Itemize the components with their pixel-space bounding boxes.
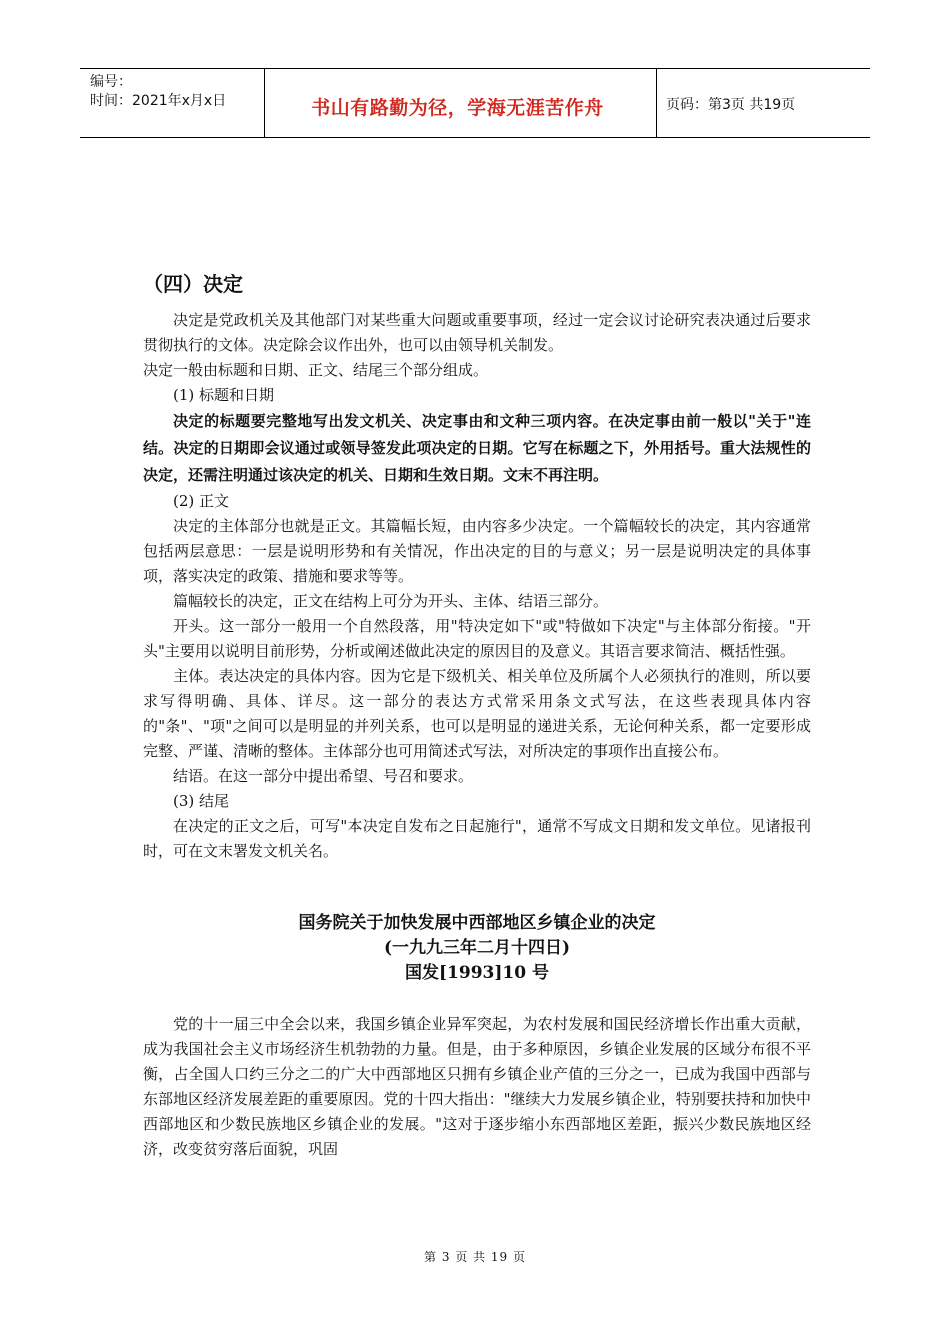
paragraph: 结语。在这一部分中提出希望、号召和要求。 bbox=[173, 767, 474, 785]
document-time: 时间：2021年x月x日 bbox=[90, 93, 227, 109]
paragraph: 决定一般由标题和日期、正文、结尾三个部分组成。 bbox=[143, 361, 489, 379]
page-header bbox=[80, 68, 870, 138]
document-date: (一九九三年二月十四日) bbox=[383, 938, 571, 958]
document-reference-number: 国发[1993]10 号 bbox=[405, 963, 549, 983]
header-divider bbox=[656, 69, 657, 137]
subheading: (1) 标题和日期 bbox=[173, 386, 275, 404]
paragraph: 党的十一届三中全会以来，我国乡镇企业异军突起，为农村发展和国民经济增长作出重大贡献，成为我国社会主义市场经济生机勃勃的力量。但是，由于多种原因，乡镇企业发展的区域分布很不平衡，占全国人口约三分之二的广大中西部地区只拥有乡镇企业产值的三分之一，已成为我国中西部与东部地区经济发展差距的重要原因。党的十四大指出："继续大力发展乡镇企业，特别要扶持和加快中西部地区和少数民族地区乡镇企业的发展。"这对于逐步缩小东西部地区差距，振兴少数民族地区经济，改变贫穷落后面貌，巩固 bbox=[143, 1015, 811, 1158]
header-motto: 书山有路勤为径，学海无涯苦作舟 bbox=[311, 96, 604, 119]
paragraph: 主体。表达决定的具体内容。因为它是下级机关、相关单位及所属个人必须执行的准则，所以要求写得明确、具体、详尽。这一部分的表达方式常采用条文式写法，在这些表现具体内容的"条"、"项"之间可以是明显的并列关系，也可以是明显的递进关系，无论何种关系，都一定要形成完整、严谨、清晰的整体。主体部分也可用简述式写法，对所决定的事项作出直接公布。 bbox=[143, 667, 811, 760]
paragraph: 决定的主体部分也就是正文。其篇幅长短，由内容多少决定。一个篇幅较长的决定，其内容通常包括两层意思：一层是说明形势和有关情况，作出决定的目的与意义；另一层是说明决定的具体事项，落实决定的政策、措施和要求等等。 bbox=[143, 517, 811, 585]
paragraph: 决定是党政机关及其他部门对某些重大问题或重要事项，经过一定会议讨论研究表决通过后要求贯彻执行的文体。决定除会议作出外，也可以由领导机关制发。 bbox=[143, 311, 811, 354]
paragraph: 在决定的正文之后，可写"本决定自发布之日起施行"，通常不写成文日期和发文单位。见诸报刊时，可在文末署发文机关名。 bbox=[143, 817, 811, 860]
paragraph: 开头。这一部分一般用一个自然段落，用"特决定如下"或"特做如下决定"与主体部分衔接。"开头"主要用以说明目前形势，分析或阐述做此决定的原因目的及意义。其语言要求简洁、概括性强。 bbox=[143, 617, 811, 660]
subheading: (3) 结尾 bbox=[173, 792, 230, 810]
bold-paragraph: 决定的标题要完整地写出发文机关、决定事由和文种三项内容。在决定事由前一般以"关于"连结。决定的日期即会议通过或领导签发此项决定的日期。它写在标题之下，外用括号。重大法规性的决定，还需注明通过该决定的机关、日期和生效日期。文末不再注明。 bbox=[143, 412, 811, 484]
document-number: 编号： bbox=[90, 74, 132, 90]
section-title: （四）决定 bbox=[143, 272, 243, 296]
page-footer: 第 3 页 共 19 页 bbox=[424, 1250, 526, 1264]
document-title: 国务院关于加快发展中西部地区乡镇企业的决定 bbox=[298, 913, 656, 933]
header-page-info: 页码：第3页 共19页 bbox=[666, 97, 796, 113]
paragraph: 篇幅较长的决定，正文在结构上可分为开头、主体、结语三部分。 bbox=[173, 592, 609, 610]
subheading: (2) 正文 bbox=[173, 492, 230, 510]
document-body bbox=[143, 268, 811, 1162]
header-info-cell bbox=[80, 69, 264, 137]
